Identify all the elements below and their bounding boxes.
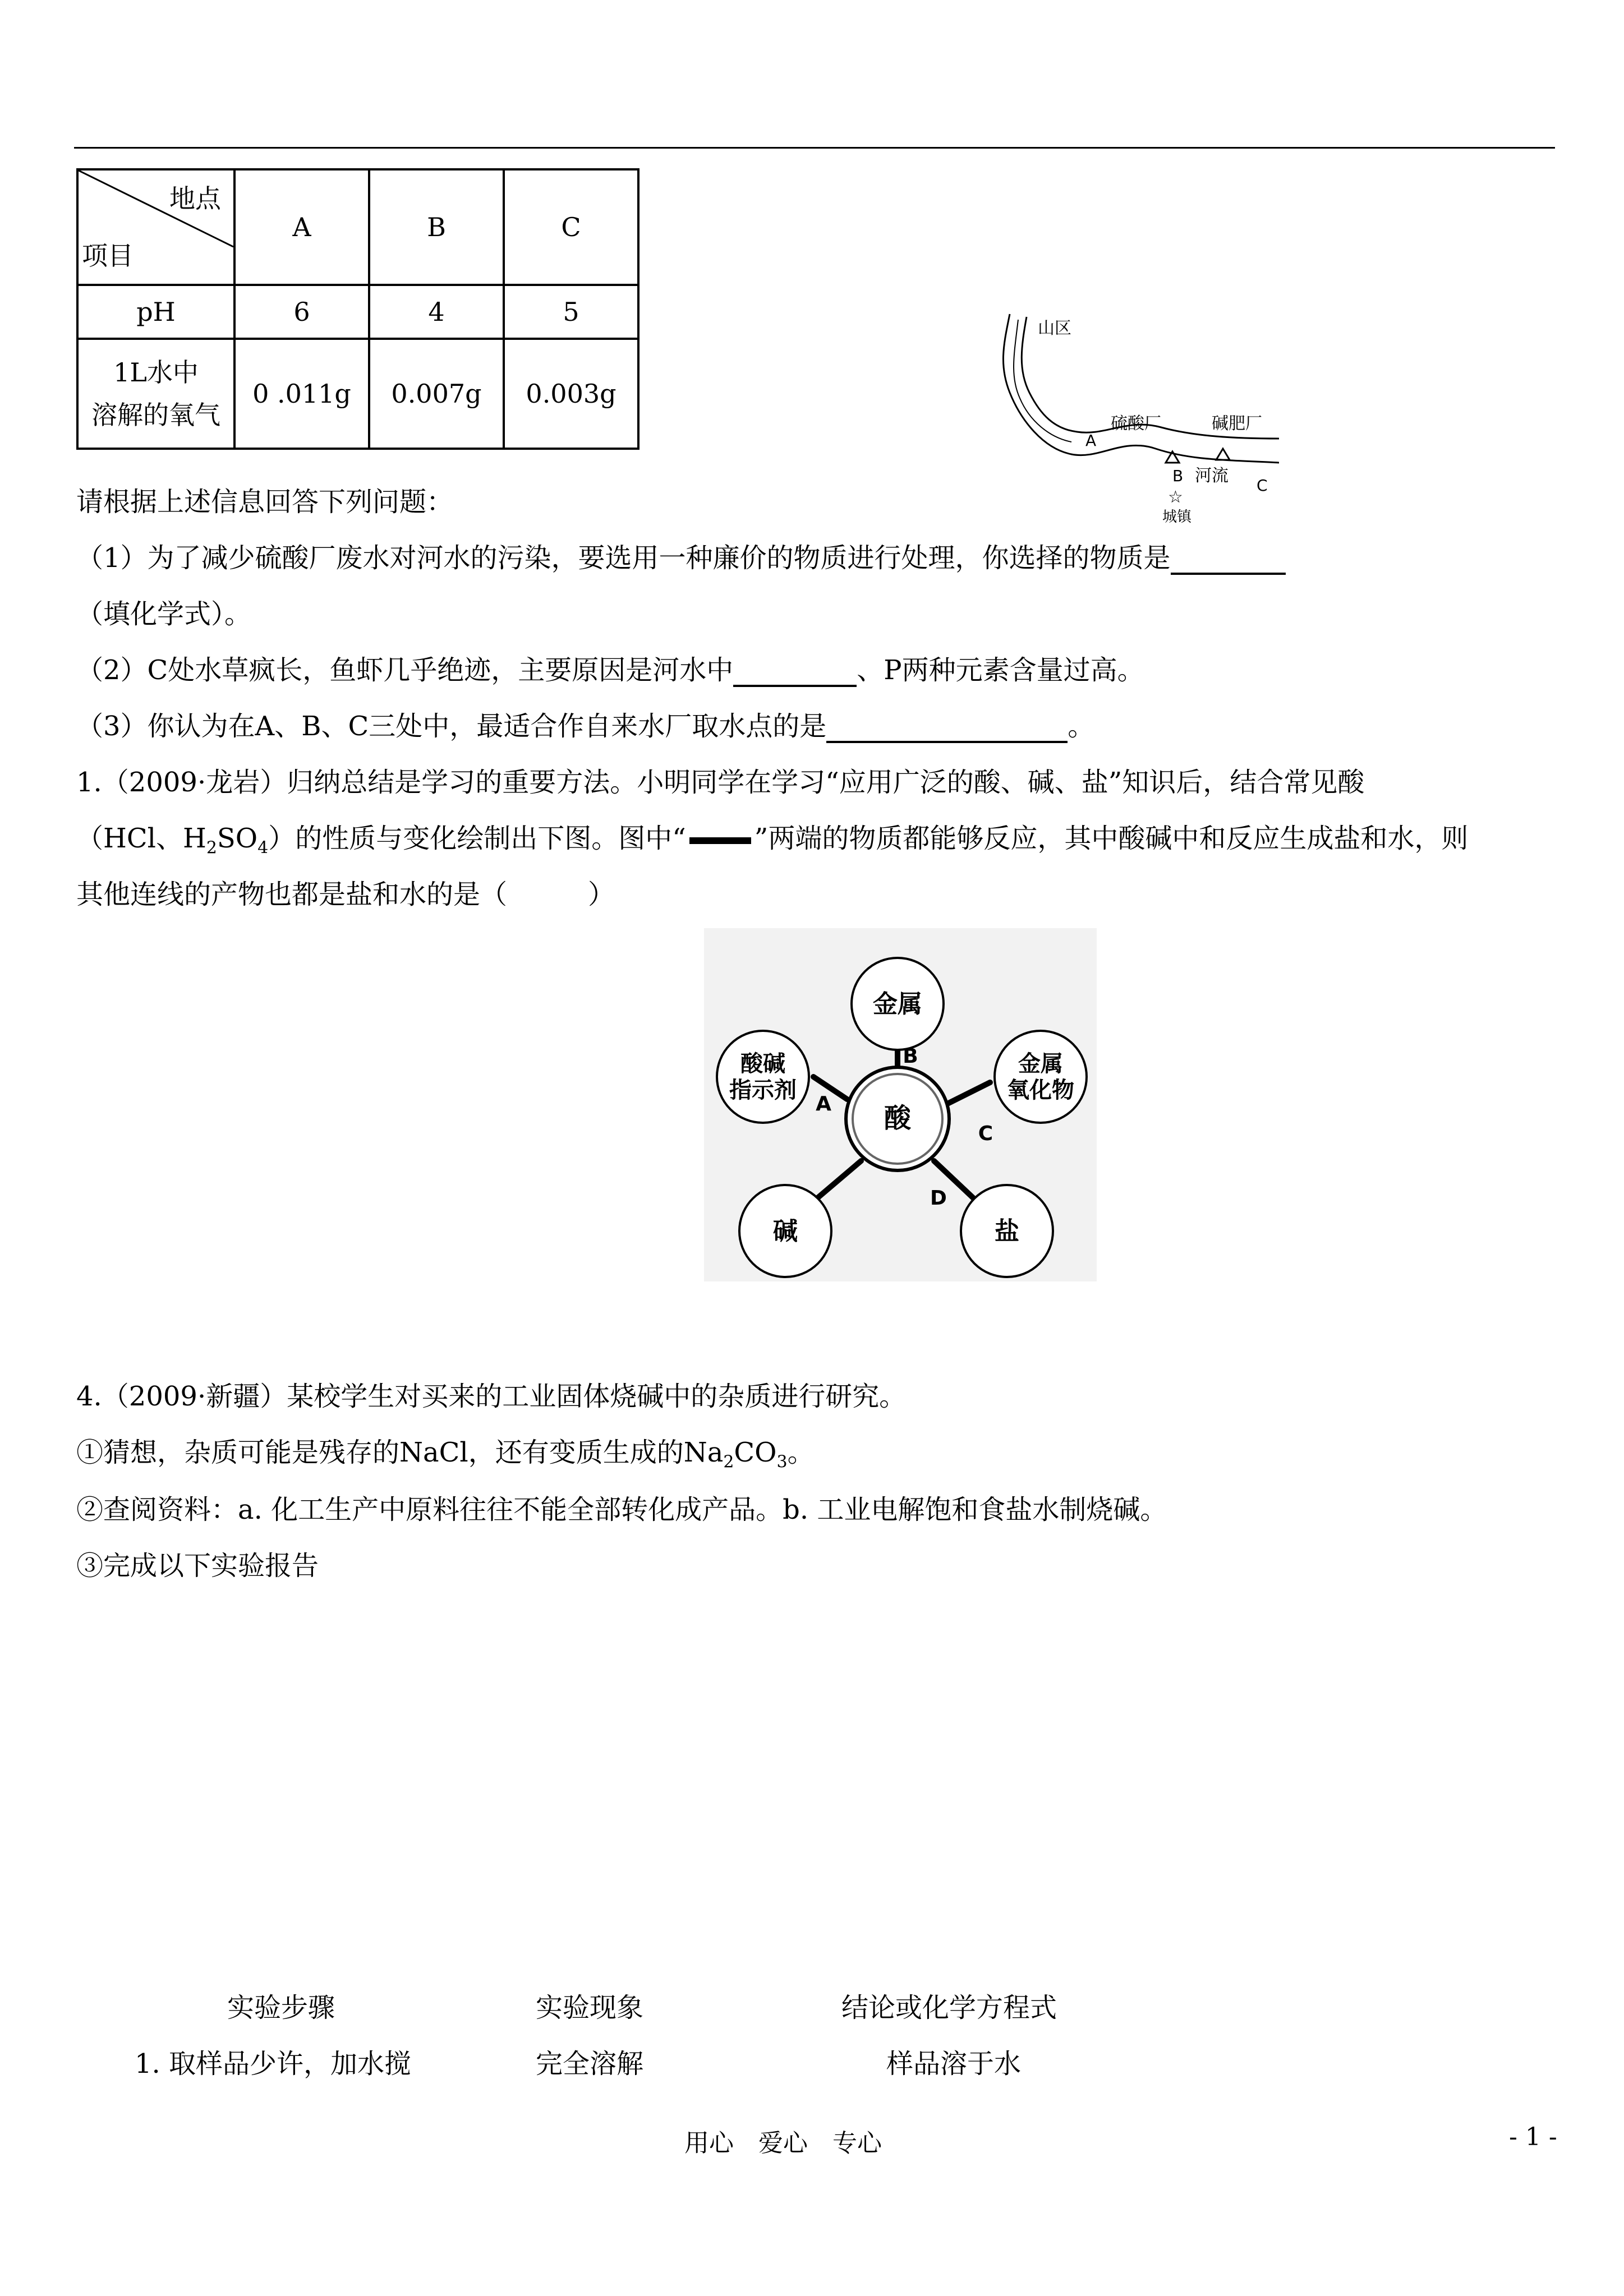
acid-label: 酸	[884, 1103, 912, 1134]
q4-line-1: 4.（2009·新疆）某校学生对买来的工业固体烧碱中的杂质进行研究。	[76, 1381, 907, 1412]
q4-line-3: ②查阅资料：a. 化工生产中原料往往不能全部转化成产品。b. 工业电解饱和食盐水制烧碱。	[76, 1494, 1167, 1525]
questions-intro: 请根据上述信息回答下列问题：	[76, 486, 454, 518]
report-header-phenomena: 实验现象	[536, 1992, 644, 2023]
q4-text: ①猜想，杂质可能是残存的NaCl，还有变质生成的Na	[76, 1437, 724, 1468]
river-map	[987, 308, 1301, 550]
column-header: C	[504, 169, 638, 285]
salt-label: 盐	[995, 1217, 1019, 1246]
subscript: 3	[776, 1452, 788, 1472]
q4-line-4: ③完成以下实验报告	[76, 1550, 319, 1582]
subscript: 2	[206, 838, 217, 858]
q4-text: 。	[787, 1437, 815, 1468]
map-point-c: C	[1257, 476, 1268, 495]
map-town-label: 城镇	[1162, 509, 1192, 525]
footer-slogan: 用心 爱心 专心	[684, 2129, 882, 2157]
map-point-b: B	[1172, 467, 1184, 485]
water-quality-table	[76, 168, 640, 450]
column-header: B	[369, 169, 504, 285]
answer-blank[interactable]	[826, 714, 1068, 743]
map-acid-factory-label: 硫酸厂	[1111, 414, 1161, 434]
table-cell: 0.003g	[504, 339, 638, 449]
link-b-label: B	[903, 1045, 918, 1068]
column-header: A	[234, 169, 369, 285]
thick-line-symbol	[689, 837, 751, 844]
metal-oxide-label-1: 金属	[1018, 1051, 1063, 1077]
link-d-label: D	[930, 1187, 947, 1210]
question-2-text: （2）C处水草疯长，鱼虾几乎绝迹，主要原因是河水中	[76, 654, 734, 686]
question-2-suffix: 、P两种元素含量过高。	[857, 654, 1144, 686]
indicator-label-1: 酸碱	[740, 1051, 785, 1077]
map-river-label: 河流	[1195, 466, 1229, 486]
q1-text: ）的性质与变化绘制出下图。图中“	[268, 823, 686, 854]
report-phenomenon-1: 完全溶解	[536, 2048, 644, 2080]
row-label: pH	[77, 285, 234, 339]
q1-text: （HCl、H	[76, 823, 206, 854]
report-header-steps: 实验步骤	[227, 1992, 335, 2023]
metal-label: 金属	[873, 990, 922, 1018]
metal-oxide-label-2: 氧化物	[1007, 1077, 1074, 1103]
q1-text: ”两端的物质都能够反应，其中酸碱中和反应生成盐和水，则	[754, 823, 1469, 854]
q4-line-2	[76, 1436, 815, 1479]
row-label-line: 1L水中	[113, 357, 199, 388]
corner-bottom-label: 项目	[82, 241, 134, 271]
report-step-1: 1. 取样品少许，加水搅	[135, 2048, 412, 2080]
question-2-line	[76, 653, 1144, 687]
q1-line-2	[76, 822, 1468, 865]
table-corner-cell	[77, 169, 234, 285]
base-label: 碱	[773, 1217, 798, 1246]
header-rule	[74, 147, 1555, 149]
table-cell: 4	[369, 285, 504, 339]
question-1-suffix: （填化学式）。	[76, 598, 252, 630]
report-header-conclusion: 结论或化学方程式	[841, 1992, 1057, 2023]
question-1-line	[76, 541, 1286, 575]
table-cell: 6	[234, 285, 369, 339]
question-3-suffix: 。	[1068, 711, 1095, 742]
question-3-line	[76, 709, 1094, 743]
indicator-circle	[717, 1031, 809, 1123]
q1-line-1: 1.（2009·龙岩）归纳总结是学习的重要方法。小明同学在学习“应用广泛的酸、碱、盐”知识后，结合常见酸	[76, 767, 1365, 798]
question-1-text: （1）为了减少硫酸厂废水对河水的污染，要选用一种廉价的物质进行处理，你选择的物质是	[76, 542, 1171, 574]
answer-blank[interactable]	[1171, 546, 1286, 575]
corner-top-label: 地点	[169, 183, 221, 214]
town-star-icon: ☆	[1168, 487, 1183, 507]
q4-text: CO	[734, 1437, 777, 1468]
row-label	[77, 339, 234, 449]
link-a-label: A	[816, 1092, 831, 1115]
map-mountain-label: 山区	[1038, 319, 1071, 338]
subscript: 4	[257, 838, 269, 858]
q1-text: SO	[217, 823, 258, 854]
table-cell: 0 .011g	[234, 339, 369, 449]
metal-oxide-circle	[995, 1031, 1087, 1123]
map-fertilizer-factory-label: 碱肥厂	[1212, 414, 1262, 434]
link-c-label: C	[978, 1122, 993, 1145]
answer-blank[interactable]	[733, 658, 857, 687]
map-point-a: A	[1085, 431, 1097, 450]
q1-line-3: 其他连线的产物也都是盐和水的是（ ）	[76, 879, 615, 910]
report-conclusion-1: 样品溶于水	[886, 2048, 1022, 2080]
subscript: 2	[723, 1452, 734, 1472]
page-number: - 1 -	[1509, 2123, 1557, 2151]
indicator-label-2: 指示剂	[729, 1077, 797, 1103]
factory-icon	[1216, 449, 1230, 460]
acid-properties-diagram	[704, 928, 1097, 1281]
table-cell: 5	[504, 285, 638, 339]
table-cell: 0.007g	[369, 339, 504, 449]
question-3-text: （3）你认为在A、B、C三处中，最适合作自来水厂取水点的是	[76, 711, 827, 742]
row-label-line: 溶解的氧气	[91, 400, 220, 430]
